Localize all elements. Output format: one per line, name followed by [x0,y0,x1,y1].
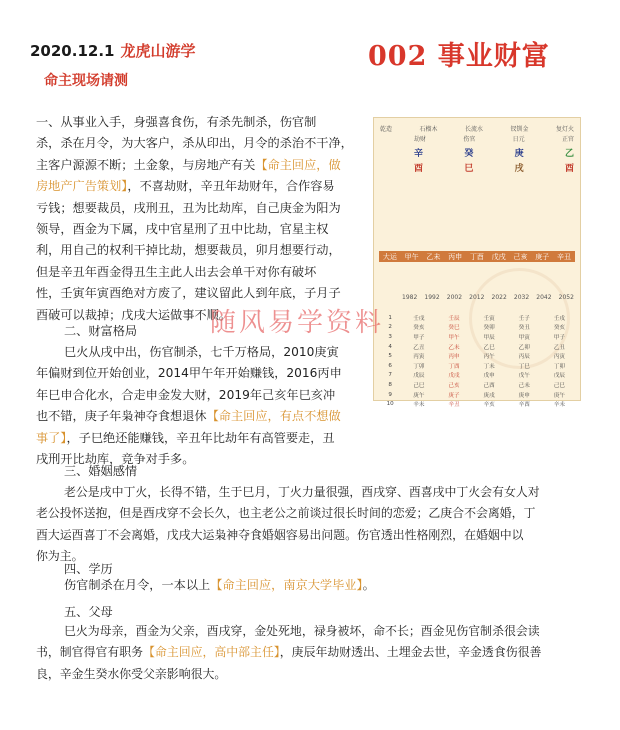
p2-line3: 年巳申合化水，合走申金发大财，2019年己亥年巳亥冲 [36,387,336,402]
luck-pillar: 丁酉 [469,252,484,261]
chart-tengod: 正官 [561,136,574,143]
p3-line2: 老公投怀送抱，但是酉戌穿不会长久，也主老公之前谈过很长时间的恋爱；乙庚合不会离婚，丁 [36,506,536,521]
annual-cell: 1 [388,314,392,321]
annual-cell: 壬戌 [553,315,566,322]
p2-line4 [36,406,366,427]
chart-branch: 酉 [414,164,424,174]
annual-cell: 庚午 [553,392,566,399]
p1-line7: 利，用自己的权利干掉比劫，想要裁员，卯月想要行动， [36,243,341,258]
page-title: 002 事业财富 [368,41,550,72]
annual-cell: 甲辰 [483,334,495,341]
annual-cell: 3 [388,333,392,340]
luck-year: 2032 [513,294,530,301]
section-wealth [36,342,366,470]
annual-cell: 癸亥 [553,325,566,332]
section-career [36,112,366,326]
annual-cell: 癸亥 [413,325,425,332]
annual-cell: 丁未 [483,363,495,370]
section-marriage-title: 三、婚姻感情 [64,464,138,478]
section-wealth-title: 二、财富格局 [64,324,138,338]
annual-cell: 丙辰 [518,354,530,361]
chart-stem: 乙 [564,149,574,159]
p2-highlight-b: 事了】 [36,430,67,445]
annual-cell: 丙寅 [553,354,566,361]
annual-cell: 6 [388,362,392,369]
chart-tengod-row [414,134,574,143]
luck-pillar: 丙申 [448,252,463,261]
annual-cell: 10 [386,401,394,408]
annual-row [379,371,577,381]
annual-cell: 辛未 [553,402,566,409]
luck-years-row [402,294,574,301]
luck-pillars-band [379,251,575,262]
annual-row [379,351,577,361]
p1-line6: 领导，酉金为下属，戌中官星刑了丑中比劫，官星主权 [36,222,329,237]
annual-row [379,313,577,323]
annual-cell: 戊戌 [448,373,460,380]
chart-header-cell: 乾造 [380,126,393,133]
annual-cell: 己巳 [553,382,566,389]
annual-cell: 乙卯 [518,344,530,351]
annual-row [379,323,577,333]
chart-stem: 癸 [464,149,474,159]
chart-branch: 戌 [514,164,524,174]
p5-line2 [36,642,596,663]
chart-tengod: 劫财 [414,136,427,143]
section-parents-title: 五、父母 [64,605,113,619]
annual-cell: 辛丑 [448,402,460,409]
p5-line3: 良，辛金生癸水你受父亲影响很大。 [36,666,227,681]
p3-line1: 老公是戌中丁火，长得不错，生于巳月，丁火力量很强，酉戌穿、酉喜戌中丁火会有女人对 [64,485,540,499]
p1-line10: 酉破可以裁掉；戊戌大运做事不顺。 [36,307,231,322]
annual-cell: 戊午 [518,373,530,380]
chart-header-cell: 长流水 [464,126,483,133]
luck-pillar: 戊戌 [491,252,506,261]
p1-line5: 亏钱；想要裁员，戌刑丑，丑为比劫库，自己庚金为阳为 [36,200,341,215]
section-marriage [36,482,596,568]
luck-label: 大运 [382,252,397,261]
annual-cell: 甲午 [448,334,460,341]
p2-line1: 巳火从戌中出，伤官制杀，七千万格局，2010庚寅 [64,345,339,359]
annual-cell: 戊辰 [413,373,425,380]
annual-cell: 8 [388,381,392,388]
p1-line2: 杀，杀在月令，为大客户，杀从印出，月令的杀治不干净， [36,136,353,151]
p1-line1: 一、从事业入手，身强喜食伤，有杀先制杀，伤官制 [36,115,317,129]
annual-cell: 戊辰 [553,373,566,380]
annual-row [379,380,577,390]
luck-pillar: 辛丑 [557,252,571,261]
p3-line3: 酉大运酉喜丁不会离婚，戊戌大运枭神夺食婚姻容易出问题。伤官透出性格刚烈，在婚姻中以 [36,527,524,542]
luck-year: 1982 [402,294,418,301]
annual-cell: 7 [388,372,392,379]
annual-cell: 辛酉 [518,402,530,409]
section-education-title: 四、学历 [64,562,113,576]
annual-cell: 壬寅 [483,315,495,322]
chart-branch: 巳 [464,164,474,174]
luck-pillar: 己亥 [513,252,528,261]
annual-cell: 4 [388,343,392,350]
annual-cell: 乙丑 [553,344,566,351]
luck-year: 2002 [446,294,463,301]
luck-year: 2052 [558,294,574,301]
annual-cell: 乙丑 [413,344,425,351]
annual-cell: 甲子 [413,334,425,341]
annual-cell: 甲子 [553,334,566,341]
p3-line4: 你为主。 [36,549,84,564]
chart-stem: 庚 [514,149,524,159]
annual-cell: 癸丑 [518,325,530,332]
chart-header-row [380,124,574,133]
luck-year: 2042 [536,294,552,301]
annual-pillars-table [379,313,577,409]
chart-branch: 酉 [564,164,574,174]
annual-row [379,342,577,352]
chart-header-cell: 复灯火 [555,126,574,133]
p1-line4 [36,176,366,197]
p1-line3 [36,155,366,176]
p1-line9: 性，壬寅年寅酉绝对方废了，建议留此人到年底，子月子 [36,286,341,301]
annual-cell: 丁卯 [553,363,566,370]
header-location: 龙虎山游学 [120,42,196,60]
p5-line2-text: 书，制官得官有职务 [36,645,144,660]
annual-cell: 辛亥 [483,402,495,409]
annual-cell: 9 [388,391,392,398]
p2-line2: 年偏财到位开始创业，2014甲午年开始赚钱，2016丙申 [36,366,342,381]
p1-line3-text: 主客户源源不断；土金象，与房地产有关 [36,157,256,172]
p1-highlight-b: 房地产广告策划】 [36,179,128,194]
annual-cell: 辛未 [413,402,425,409]
annual-cell: 丁酉 [448,363,460,370]
chart-header-cell: 钗钏金 [510,126,529,133]
p1-line4-text: ，不喜劫财，辛丑年劫财年，合作容易 [127,179,335,194]
chart-stems-row [414,146,574,159]
chart-tengod: 日元 [512,136,525,143]
annual-cell: 5 [388,353,392,360]
luck-pillar: 乙未 [426,252,441,261]
annual-cell: 乙未 [448,344,460,351]
annual-cell: 己未 [518,382,530,389]
annual-cell: 庚午 [413,392,425,399]
luck-year: 2022 [491,294,507,301]
chart-tengod: 伤官 [463,136,476,143]
annual-cell: 丙申 [448,354,460,361]
chart-header-cell: 石榴木 [419,126,438,133]
luck-pillar: 甲午 [404,252,419,261]
p2-line5-text: ，子巳绝还能赚钱，辛丑年比劫年有高管要走，丑 [66,430,335,445]
watermark-text: 随风易学资料 [210,308,385,338]
header-date: 2020.12.1 [30,42,115,60]
p2-line6: 戌刑开比劫库，竞争对手多。 [36,452,195,467]
p2-line5 [36,428,366,449]
annual-cell: 庚子 [448,392,460,399]
birth-chart-card [373,117,581,409]
annual-cell: 己巳 [413,382,425,389]
section-parents [36,621,596,685]
p2-highlight-a: 【命主回应，有点不想做 [206,409,341,424]
p4-end: 。 [362,578,375,592]
header-subtitle: 命主现场请测 [44,73,128,89]
annual-cell: 壬子 [518,315,530,322]
chart-stem: 辛 [414,149,424,159]
annual-cell: 己酉 [483,382,495,389]
luck-pillar: 庚子 [535,252,550,261]
p2-line4-text: 也不错，庚子年枭神夺食想退休 [36,409,207,424]
annual-cell: 乙巳 [483,344,495,351]
p1-line8: 但是辛丑年酉金得丑生主此人出去会单干对你有破坏 [36,264,317,279]
p4-highlight: 【命主回应，南京大学毕业】 [210,578,363,592]
p4-text: 伤官制杀在月令，一本以上 [64,578,211,592]
annual-row [379,399,577,409]
section-education [64,575,594,596]
chart-branches-row [414,161,574,174]
annual-cell: 壬辰 [448,315,460,322]
p5-highlight: 【命主回应，高中部主任】 [143,645,280,660]
annual-row [379,390,577,400]
annual-cell: 壬戌 [413,315,425,322]
annual-row [379,332,577,342]
annual-cell: 癸卯 [483,325,495,332]
annual-cell: 2 [388,324,392,331]
annual-cell: 丁巳 [518,363,530,370]
p5-line1: 巳火为母亲，酉金为父亲，酉戌穿，金处死地，禄身被坏，命不长；酉金见伤官制杀很会读 [64,624,540,638]
luck-year: 2012 [469,294,485,301]
annual-row [379,361,577,371]
p1-highlight-a: 【命主回应，做 [255,157,341,172]
annual-cell: 癸巳 [448,325,460,332]
luck-year: 1992 [424,294,440,301]
annual-cell: 丁卯 [413,363,425,370]
annual-cell: 丙午 [483,354,495,361]
annual-cell: 庚戌 [483,392,495,399]
annual-cell: 甲寅 [518,334,530,341]
header-date-line [30,40,195,61]
annual-cell: 庚申 [518,392,530,399]
annual-cell: 己亥 [448,382,460,389]
annual-cell: 戊申 [483,373,495,380]
p5-line2-end: ，庚辰年劫财透出、土埋金去世，辛金透食伤很善 [279,645,542,660]
annual-cell: 丙寅 [413,354,425,361]
